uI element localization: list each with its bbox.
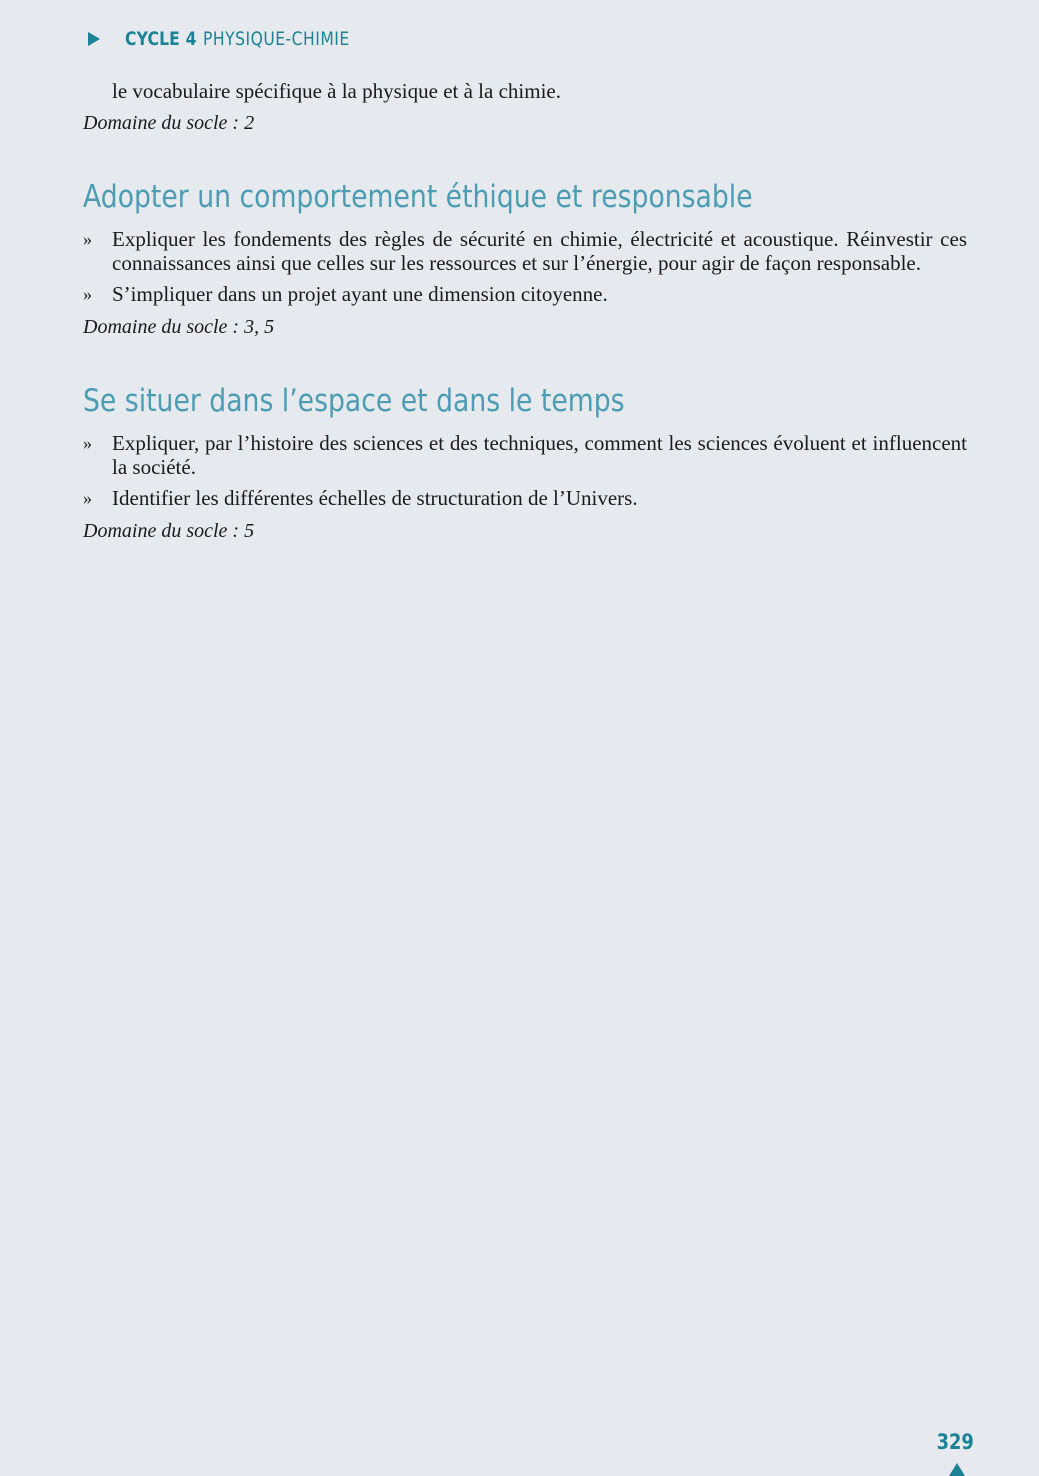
bullet-list (83, 227, 967, 306)
bullet-icon: » (83, 229, 92, 249)
section-ethique (83, 177, 967, 341)
list-item-text: Expliquer les fondements des règles de sécurité en chimie, électricité et acoustique. Réinvestir ces connaissances ainsi que celles sur les ressources et sur l’énergie, pour agir de façon responsable. (112, 227, 967, 275)
continuation-text: le vocabulaire spécifique à la physique et à la chimie. (112, 79, 561, 103)
domaine-socle: Domaine du socle : 5 (83, 520, 255, 542)
bullet-icon: » (83, 284, 92, 304)
section-title: Se situer dans l’espace et dans le temps (83, 383, 625, 419)
list-item-text: Expliquer, par l’histoire des sciences et des techniques, comment les sciences évoluent et influencent la société. (112, 431, 967, 479)
page-content (83, 76, 967, 545)
bullet-icon: » (83, 433, 92, 453)
bullet-list (83, 431, 967, 510)
list-item-text: S’impliquer dans un projet ayant une dimension citoyenne. (112, 282, 608, 306)
section-espace-temps (83, 381, 967, 545)
list-item (83, 486, 967, 510)
page-number: 329 (936, 1430, 974, 1454)
subject-label: PHYSIQUE-CHIMIE (203, 28, 350, 50)
list-item (83, 227, 967, 275)
section-title: Adopter un comportement éthique et responsable (83, 179, 753, 215)
page-header (88, 24, 382, 54)
list-item (83, 282, 967, 306)
list-item (83, 431, 967, 479)
domaine-socle: Domaine du socle : 2 (83, 112, 255, 134)
domaine-socle: Domaine du socle : 3, 5 (83, 316, 275, 338)
cycle-label: CYCLE 4 (125, 28, 197, 50)
triangle-up-icon (949, 1463, 965, 1476)
bullet-icon: » (83, 488, 92, 508)
play-triangle-icon (88, 32, 100, 46)
list-item-text: Identifier les différentes échelles de structuration de l’Univers. (112, 486, 638, 510)
